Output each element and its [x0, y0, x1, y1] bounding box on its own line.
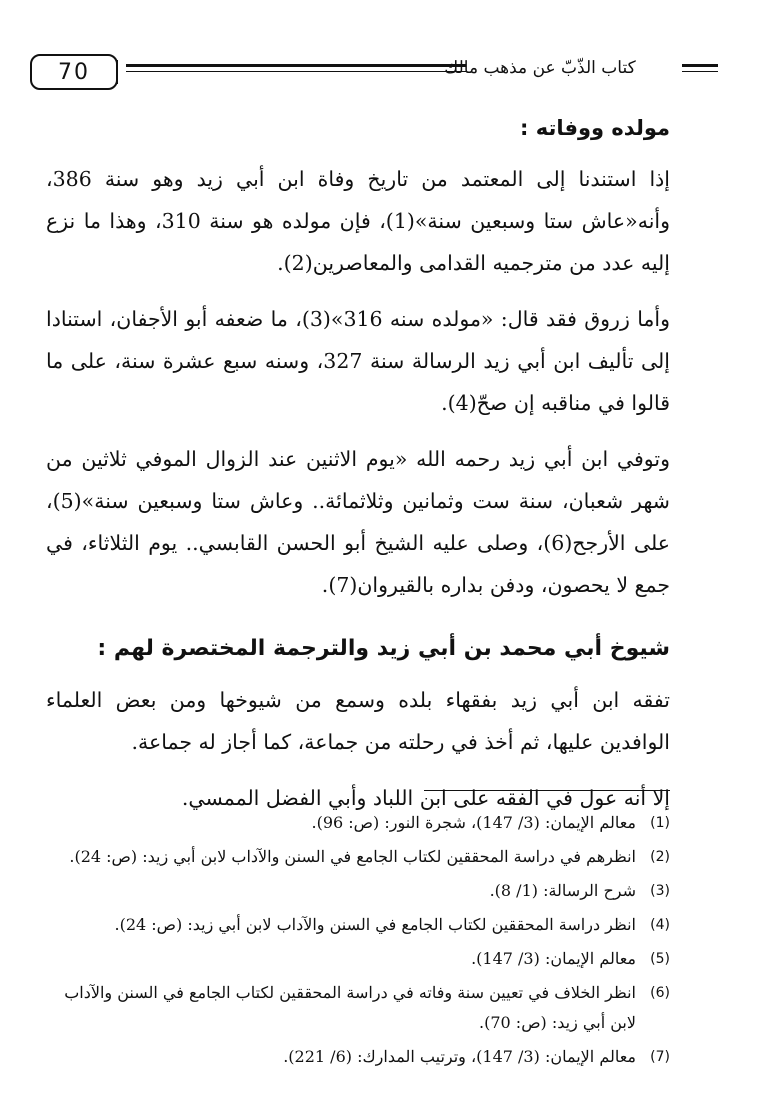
footnote-number: (3): [650, 883, 670, 899]
section-heading: مولده ووفاته :: [520, 116, 670, 140]
footnote-text: معالم الإيمان: (3/ 147).: [471, 949, 636, 968]
footnote: [46, 876, 670, 906]
footnote-number: (6): [650, 985, 670, 1001]
footnote-text: معالم الإيمان: (3/ 147)، شجرة النور: (ص: 96).: [311, 813, 636, 832]
section-heading: شيوخ أبي محمد بن أبي زيد والترجمة المختصرة لهم :: [97, 636, 670, 661]
footnote-separator: [424, 790, 670, 791]
footnote-text: معالم الإيمان: (3/ 147)، وترتيب المدارك: (6/ 221).: [283, 1047, 636, 1066]
paragraph: إلا أنه عول في الفقه على ابن اللباد وأبي الفضل الممسي.: [181, 786, 670, 810]
footnote: [46, 910, 670, 940]
footnotes: [46, 808, 670, 1076]
footnote: [46, 842, 670, 872]
footnote-text: انظر دراسة المحققين لكتاب الجامع في السنن والآداب لابن أبي زيد: (ص: 24).: [114, 915, 636, 934]
header-rule-end: [682, 64, 718, 67]
paragraph: إذا استندنا إلى المعتمد من تاريخ وفاة ابن أبي زيد وهو سنة 386، وأنه«عاش ستا وسبعين سنة»(1)، فإن مولده هو سنة 310، وهذا ما نزع إليه عدد من مترجميه القدامى والمعاصرين(2).: [46, 167, 670, 275]
footnote: [46, 808, 670, 838]
paragraph: تفقه ابن أبي زيد بفقهاء بلده وسمع من شيوخها ومن بعض العلماء الوافدين عليها، ثم أخذ في رحلته من جماعة، كما أجاز له جماعة.: [46, 688, 670, 754]
footnote-number: (2): [650, 849, 670, 865]
footnote: [46, 944, 670, 974]
footnote-text: انظر الخلاف في تعيين سنة وفاته في دراسة المحققين لكتاب الجامع في السنن والآداب لابن أبي زيد: (ص: 70).: [64, 983, 636, 1032]
page-number: 70: [58, 59, 90, 85]
footnote: [46, 978, 670, 1038]
page-header: [30, 54, 730, 90]
paragraph: وتوفي ابن أبي زيد رحمه الله «يوم الاثنين عند الزوال الموفي ثلاثين من شهر شعبان، سنة ست وثمانين وثلاثمائة.. وعاش ستا وسبعين سنة»(5)، على الأرجح(6)، وصلى عليه الشيخ أبو الحسن القابسي.. يوم الثلاثاء، في جمع لا يحصون، ودفن بداره بالقيروان(7).: [46, 447, 670, 597]
footnote-number: (5): [650, 951, 670, 967]
main-text: [46, 112, 670, 833]
paragraph: وأما زروق فقد قال: «مولده سنه 316»(3)، ما ضعفه أبو الأجفان، استنادا إلى تأليف ابن أبي زيد الرسالة سنة 327، وسنه سبع عشرة سنة، على ما قالوا في مناقبه إن صحّ(4).: [46, 307, 671, 415]
footnote-number: (7): [650, 1049, 670, 1065]
header-rule-end-thin: [682, 71, 718, 72]
running-title: كتاب الذّبّ عن مذهب مالك: [444, 58, 636, 78]
footnote-text: انظرهم في دراسة المحققين لكتاب الجامع في السنن والآداب لابن أبي زيد: (ص: 24).: [69, 847, 636, 866]
footnote-text: شرح الرسالة: (1/ 8).: [489, 881, 636, 900]
footnote: [46, 1042, 670, 1072]
footnote-number: (1): [650, 815, 670, 831]
page-number-box: [30, 54, 118, 90]
footnote-number: (4): [650, 917, 670, 933]
